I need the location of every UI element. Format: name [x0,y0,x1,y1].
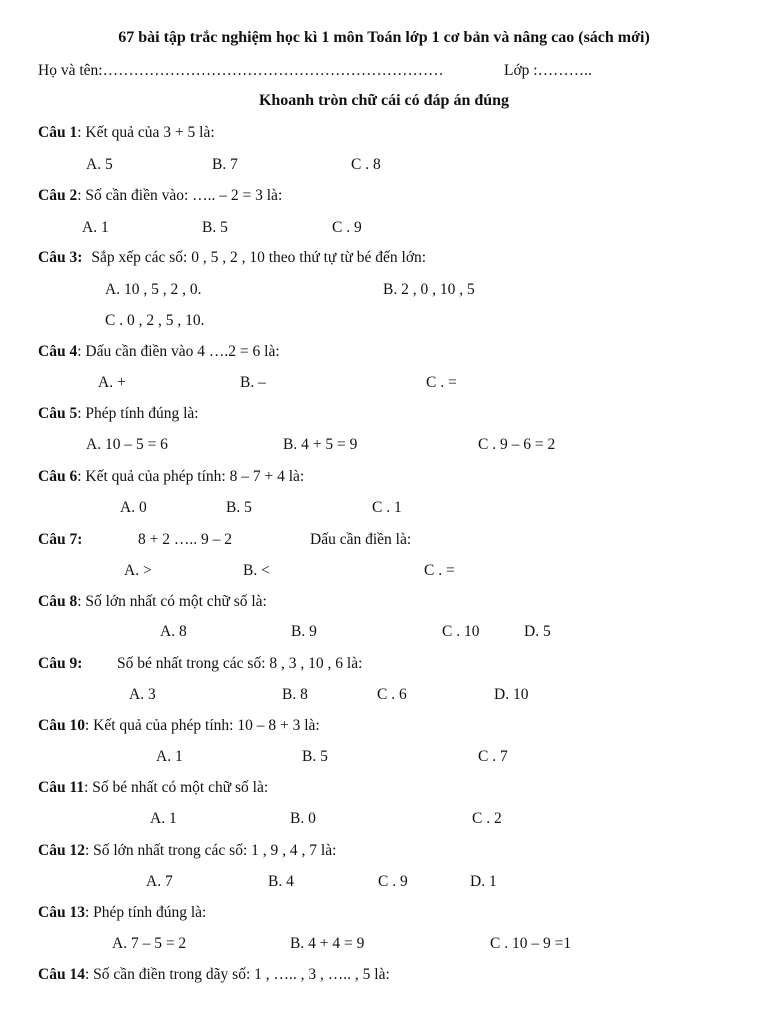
option-a: A. 8 [160,623,187,640]
option-c: C . 9 – 6 = 2 [478,436,556,453]
option-c: C . 6 [377,686,407,703]
option-b: B. 5 [226,499,252,516]
option-a: A. 10 – 5 = 6 [86,436,168,453]
question-expression: 8 + 2 ….. 9 – 2 [138,531,232,548]
option-c: C . 7 [478,748,508,765]
name-field-label: Họ và tên:………………………………………………………… [38,62,444,79]
option-a: A. 1 [82,219,109,236]
question-text: : Dấu cần điền vào 4 ….2 = 6 là: [77,343,280,360]
question-label: Câu 13 [38,904,85,921]
option-d: D. 5 [524,623,551,640]
question-13 [38,904,206,922]
option-a: A. 7 [146,873,173,890]
class-field-label: Lớp :……….. [504,62,592,79]
question-text: : Số lớn nhất trong các số: 1 , 9 , 4 , 7 là: [84,842,337,859]
option-b: B. 5 [302,748,328,765]
option-d: D. 1 [470,873,497,890]
question-7 [38,531,82,549]
option-c: C . 9 [378,873,408,890]
question-label: Câu 11 [38,779,85,796]
option-a: A. 3 [129,686,156,703]
question-text: : Số cần điền trong dãy số: 1 , ….. , 3 , ….. , 5 là: [84,966,390,983]
option-b: B. 2 , 0 , 10 , 5 [383,281,475,298]
question-label: Câu 4 [38,343,78,360]
question-label: Câu 8 [38,593,78,610]
question-text: : [77,531,83,548]
question-label: Câu 3: [38,249,83,266]
option-d: D. 10 [494,686,529,703]
question-4 [38,343,280,361]
option-c: C . = [424,562,455,579]
option-c: C . 1 [372,499,402,516]
question-label: Câu 6 [38,468,78,485]
question-text: : Số lớn nhất có một chữ số là: [77,593,267,610]
question-2 [38,187,282,205]
question-11 [38,779,268,797]
question-label: Câu 1 [38,124,78,141]
question-14 [38,966,390,984]
question-text: : Kết quả của phép tính: 8 – 7 + 4 là: [77,468,305,485]
question-text: : [77,655,83,672]
option-a: A. 0 [120,499,147,516]
question-text: : Phép tính đúng là: [77,405,199,422]
option-a: A. 7 – 5 = 2 [112,935,187,952]
option-a: A. + [98,374,126,391]
option-c: C . 8 [351,156,381,173]
option-a: A. 1 [150,810,177,827]
question-expression: Số bé nhất trong các số: 8 , 3 , 10 , 6 là: [117,655,363,672]
option-b: B. 8 [282,686,308,703]
question-label: Câu 10 [38,717,85,734]
question-label: Câu 7 [38,531,78,548]
option-c: C . 9 [332,219,362,236]
option-b: B. 4 + 5 = 9 [283,436,358,453]
question-5 [38,405,199,423]
option-a: A. 5 [86,156,113,173]
question-extra-text: Dấu cần điền là: [310,531,412,548]
option-c: C . 10 – 9 =1 [490,935,572,952]
question-text: : Kết quả của 3 + 5 là: [77,124,215,141]
option-b: B. 5 [202,219,228,236]
question-text: : Phép tính đúng là: [84,904,207,921]
page-title: 67 bài tập trắc nghiệm học kì 1 môn Toán lớp 1 cơ bản và nâng cao (sách mới) [118,29,650,46]
option-c: C . 0 , 2 , 5 , 10. [105,312,205,329]
option-a: A. 10 , 5 , 2 , 0. [105,281,202,298]
option-b: B. 9 [291,623,317,640]
option-c: C . = [426,374,457,391]
question-8 [38,593,267,611]
instruction-heading: Khoanh tròn chữ cái có đáp án đúng [258,92,510,109]
option-a: A. > [124,562,152,579]
option-b: B. 0 [290,810,316,827]
question-1 [38,124,215,142]
question-label: Câu 2 [38,187,78,204]
option-c: C . 2 [472,810,502,827]
option-b: B. 4 + 4 = 9 [290,935,365,952]
question-text: : Kết quả của phép tính: 10 – 8 + 3 là: [84,717,320,734]
question-label: Câu 12 [38,842,85,859]
question-3 [38,249,426,267]
option-c: C . 10 [442,623,480,640]
question-label: Câu 14 [38,966,85,983]
option-a: A. 1 [156,748,183,765]
option-b: B. 7 [212,156,238,173]
option-b: B. – [240,374,266,391]
question-label: Câu 9 [38,655,78,672]
question-text: : Số bé nhất có một chữ số là: [84,779,269,796]
question-6 [38,468,304,486]
option-b: B. < [243,562,270,579]
question-9 [38,655,82,673]
question-text: : Số cần điền vào: ….. – 2 = 3 là: [77,187,283,204]
question-text: Sắp xếp các số: 0 , 5 , 2 , 10 theo thứ tự từ bé đến lớn: [91,249,427,266]
option-b: B. 4 [268,873,294,890]
question-12 [38,842,336,860]
question-label: Câu 5 [38,405,78,422]
question-10 [38,717,320,735]
